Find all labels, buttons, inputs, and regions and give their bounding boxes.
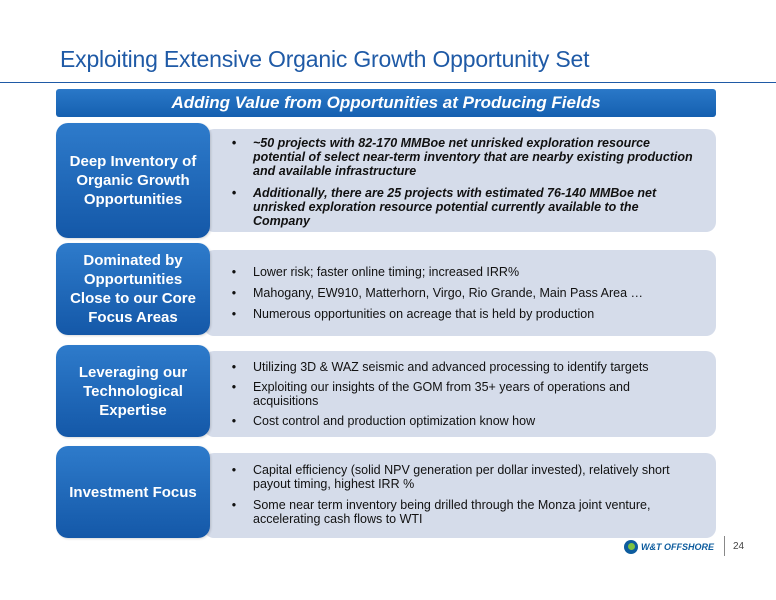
bullet-dot: • <box>231 307 237 321</box>
logo-text: W&T OFFSHORE <box>641 542 714 552</box>
logo-mark-icon <box>624 540 638 554</box>
bullet-item: • Some near term inventory being drilled through the Monza joint venture, accelerating cash flows to WTI <box>228 498 696 526</box>
bullet-dot: • <box>231 380 237 394</box>
bullet-item: • Lower risk; faster online timing; increased IRR% <box>228 265 696 279</box>
bullet-dot: • <box>231 498 237 512</box>
title-divider <box>0 82 776 83</box>
bullet-item: • Utilizing 3D & WAZ seismic and advanced processing to identify targets <box>228 360 696 374</box>
bullet-item: • Mahogany, EW910, Matterhorn, Virgo, Rio Grande, Main Pass Area … <box>228 286 696 300</box>
bullet-dot: • <box>231 286 237 300</box>
row-label: Leveraging our Technological Expertise <box>56 345 210 437</box>
footer-divider <box>724 536 725 556</box>
section-banner: Adding Value from Opportunities at Producing Fields <box>56 89 716 117</box>
bullet-dot: • <box>231 186 237 200</box>
bullet-item: • ~50 projects with 82-170 MMBoe net unrisked exploration resource potential of select near-term inventory that are nearby existing production and available infrastructure <box>228 136 696 178</box>
bullet-dot: • <box>231 414 237 428</box>
bullet-list <box>228 360 696 428</box>
bullet-item: • Exploiting our insights of the GOM from 35+ years of operations and acquisitions <box>228 380 696 408</box>
row-label: Deep Inventory of Organic Growth Opportunities <box>56 123 210 238</box>
page-number: 24 <box>733 541 745 552</box>
bullet-item: • Numerous opportunities on acreage that is held by production <box>228 307 696 321</box>
row-label: Dominated by Opportunities Close to our Core Focus Areas <box>56 243 210 335</box>
company-logo <box>624 540 714 554</box>
row-investment-focus <box>56 446 716 538</box>
row-deep-inventory <box>56 123 716 238</box>
bullet-item: • Additionally, there are 25 projects with estimated 76-140 MMBoe net unrisked exploration resource potential currently available to the Company <box>228 186 696 228</box>
bullet-dot: • <box>231 136 237 150</box>
row-label: Investment Focus <box>56 446 210 538</box>
bullet-dot: • <box>231 360 237 374</box>
page-title: Exploiting Extensive Organic Growth Opportunity Set <box>60 46 590 72</box>
bullet-list <box>228 265 696 321</box>
bullet-dot: • <box>231 265 237 279</box>
bullet-item: • Capital efficiency (solid NPV generation per dollar invested), relatively short payout timing, highest IRR % <box>228 463 696 491</box>
bullet-dot: • <box>231 463 237 477</box>
bullet-list <box>228 136 696 228</box>
bullet-list <box>228 463 696 526</box>
row-core-focus <box>56 243 716 335</box>
bullet-item: • Cost control and production optimization know how <box>228 414 696 428</box>
row-technological-expertise <box>56 345 716 437</box>
